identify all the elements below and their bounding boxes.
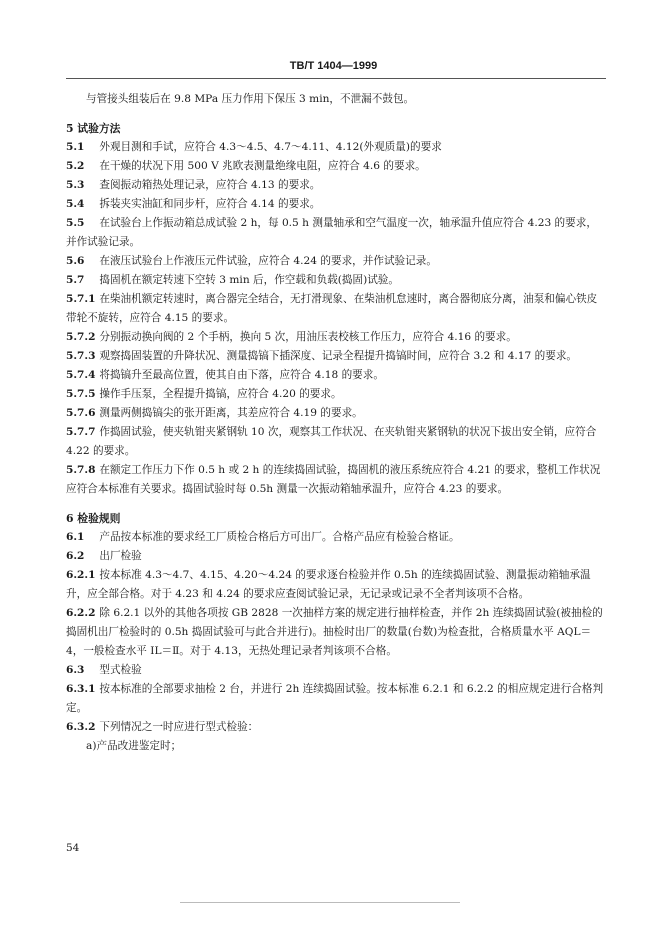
section-heading: 5 试验方法 (66, 122, 121, 135)
clause-item (66, 290, 606, 328)
section-5 (66, 119, 606, 499)
clause-item (66, 423, 606, 461)
clause-number: 5.4 (66, 198, 85, 210)
clause-text: 外观目测和手试，应符合 4.3～4.5、4.7～4.11、4.12(外观质量)的要求 (99, 141, 442, 153)
clause-text: 在干燥的状况下用 500 V 兆欧表测量绝缘电阻，应符合 4.6 的要求。 (99, 160, 426, 172)
section-heading: 6 检验规则 (66, 512, 121, 525)
clause-number: 6.3 (66, 664, 85, 676)
clause-text: 在柴油机额定转速时，离合器完全结合，无打滑现象、在柴油机怠速时，离合器彻底分离，油泵和偏心铁皮带轮不旋转，应符合 4.15 的要求。 (66, 293, 598, 324)
clause-text: 测量两侧捣镐尖的张开距离，其差应符合 4.19 的要求。 (99, 407, 363, 419)
clause-number: 5.7.1 (66, 293, 96, 305)
clause-text: 操作手压泵，全程提升捣镐，应符合 4.20 的要求。 (99, 388, 342, 400)
clause-number: 5.7.8 (66, 464, 96, 476)
clause-number: 5.7.2 (66, 331, 96, 343)
clause-item (66, 214, 606, 252)
clause-number: 5.7.3 (66, 350, 96, 362)
clause-text: 观察捣固装置的升降状况、测量捣镐下插深度、记录全程提升捣镐时间，应符合 3.2 和 4.17 的要求。 (99, 350, 578, 362)
clause-item (66, 252, 606, 271)
clause-item (66, 547, 606, 566)
clause-number: 5.6 (66, 255, 85, 267)
document-body (66, 90, 606, 756)
clause-item (66, 661, 606, 680)
clause-text: 查阅振动箱热处理记录，应符合 4.13 的要求。 (99, 179, 321, 191)
clause-item (66, 680, 606, 718)
clause-item (66, 528, 606, 547)
clause-item (66, 718, 606, 737)
standard-code-header: TB/T 1404—1999 (289, 60, 378, 72)
clause-text: 在试验台上作振动箱总成试验 2 h，每 0.5 h 测量轴承和空气温度一次，轴承温升值应符合 4.23 的要求，并作试验记录。 (66, 217, 597, 248)
clause-item (66, 566, 606, 604)
clause-text: 按本标准的全部要求抽检 2 台，并进行 2h 连续捣固试验。按本标准 6.2.1 和 6.2.2 的相应规定进行合格判定。 (66, 683, 604, 714)
clause-text: 除 6.2.1 以外的其他各项按 GB 2828 一次抽样方案的规定进行抽样检查，并作 2h 连续捣固试验(被抽检的捣固机出厂检验时的 0.5h 捣固试验可与此合并进行)。抽检时出厂的数量(台数)为检查批，合格质量水平 AQL＝4，一般检查水平 IL＝Ⅱ。对于 4.13，无热处理记录者判该项不合格。 (66, 607, 603, 657)
page-number: 54 (66, 842, 80, 854)
clause-text: 分别振动换向阀的 2 个手柄，换向 5 次，用油压表校核工作压力，应符合 4.16 的要求。 (99, 331, 517, 343)
clause-item (66, 461, 606, 499)
clause-number: 6.2.2 (66, 607, 96, 619)
clause-item (66, 157, 606, 176)
clause-number: 5.7 (66, 274, 85, 286)
clause-item (66, 385, 606, 404)
clause-item (66, 366, 606, 385)
clause-item (66, 176, 606, 195)
clause-text: 出厂检验 (99, 550, 142, 562)
clause-text: 型式检验 (99, 664, 142, 676)
header-rule (66, 78, 606, 79)
clause-text: 在额定工作压力下作 0.5 h 或 2 h 的连续捣固试验，捣固机的液压系统应符合 4.21 的要求，整机工作状况应符合本标准有关要求。捣固试验时每 0.5h 测量一次振动箱轴承温升，应符合 4.23 的要求。 (66, 464, 601, 495)
clause-text: 将捣镐升至最高位置，使其自由下落，应符合 4.18 的要求。 (99, 369, 384, 381)
clause-number: 5.5 (66, 217, 85, 229)
list-item-a: a)产品改进鉴定时； (86, 740, 182, 752)
clause-number: 5.7.7 (66, 426, 96, 438)
clause-text: 按本标准 4.3～4.7、4.15、4.20～4.24 的要求逐台检验并作 0.5h 的连续捣固试验、测量振动箱轴承温升，应全部合格。对于 4.23 和 4.24 的要求应查阅试验记录，无记录或记录不全者判该项不合格。 (66, 569, 591, 600)
section-6 (66, 509, 606, 737)
clause-text: 下列情况之一时应进行型式检验： (99, 721, 259, 733)
clause-number: 5.3 (66, 179, 85, 191)
footer-rule (180, 902, 460, 903)
clause-number: 5.2 (66, 160, 85, 172)
clause-text: 产品按本标准的要求经工厂质检合格后方可出厂。合格产品应有检验合格证。 (99, 531, 460, 543)
clause-number: 5.7.5 (66, 388, 96, 400)
intro-paragraph: 与管接头组装后在 9.8 MPa 压力作用下保压 3 min，不泄漏不鼓包。 (86, 93, 415, 105)
clause-number: 6.3.2 (66, 721, 96, 733)
clause-item (66, 347, 606, 366)
clause-number: 6.1 (66, 531, 85, 543)
clause-item (66, 271, 606, 290)
clause-item (66, 328, 606, 347)
clause-number: 6.2.1 (66, 569, 96, 581)
clause-item (66, 138, 606, 157)
clause-number: 5.7.6 (66, 407, 96, 419)
clause-number: 5.1 (66, 141, 85, 153)
clause-text: 作捣固试验，使夹轨钳夹紧钢轨 10 次，观察其工作状况、在夹轨钳夹紧钢轨的状况下拔出安全销，应符合 4.22 的要求。 (66, 426, 597, 457)
clause-text: 在液压试验台上作液压元件试验，应符合 4.24 的要求，并作试验记录。 (99, 255, 437, 267)
clause-item (66, 404, 606, 423)
clause-text: 捣固机在额定转速下空转 3 min 后，作空载和负载(捣固)试验。 (99, 274, 399, 286)
clause-text: 拆装夹实油缸和同步杆，应符合 4.14 的要求。 (99, 198, 321, 210)
clause-item (66, 195, 606, 214)
clause-number: 6.2 (66, 550, 85, 562)
clause-number: 6.3.1 (66, 683, 96, 695)
clause-item (66, 604, 606, 661)
clause-number: 5.7.4 (66, 369, 96, 381)
